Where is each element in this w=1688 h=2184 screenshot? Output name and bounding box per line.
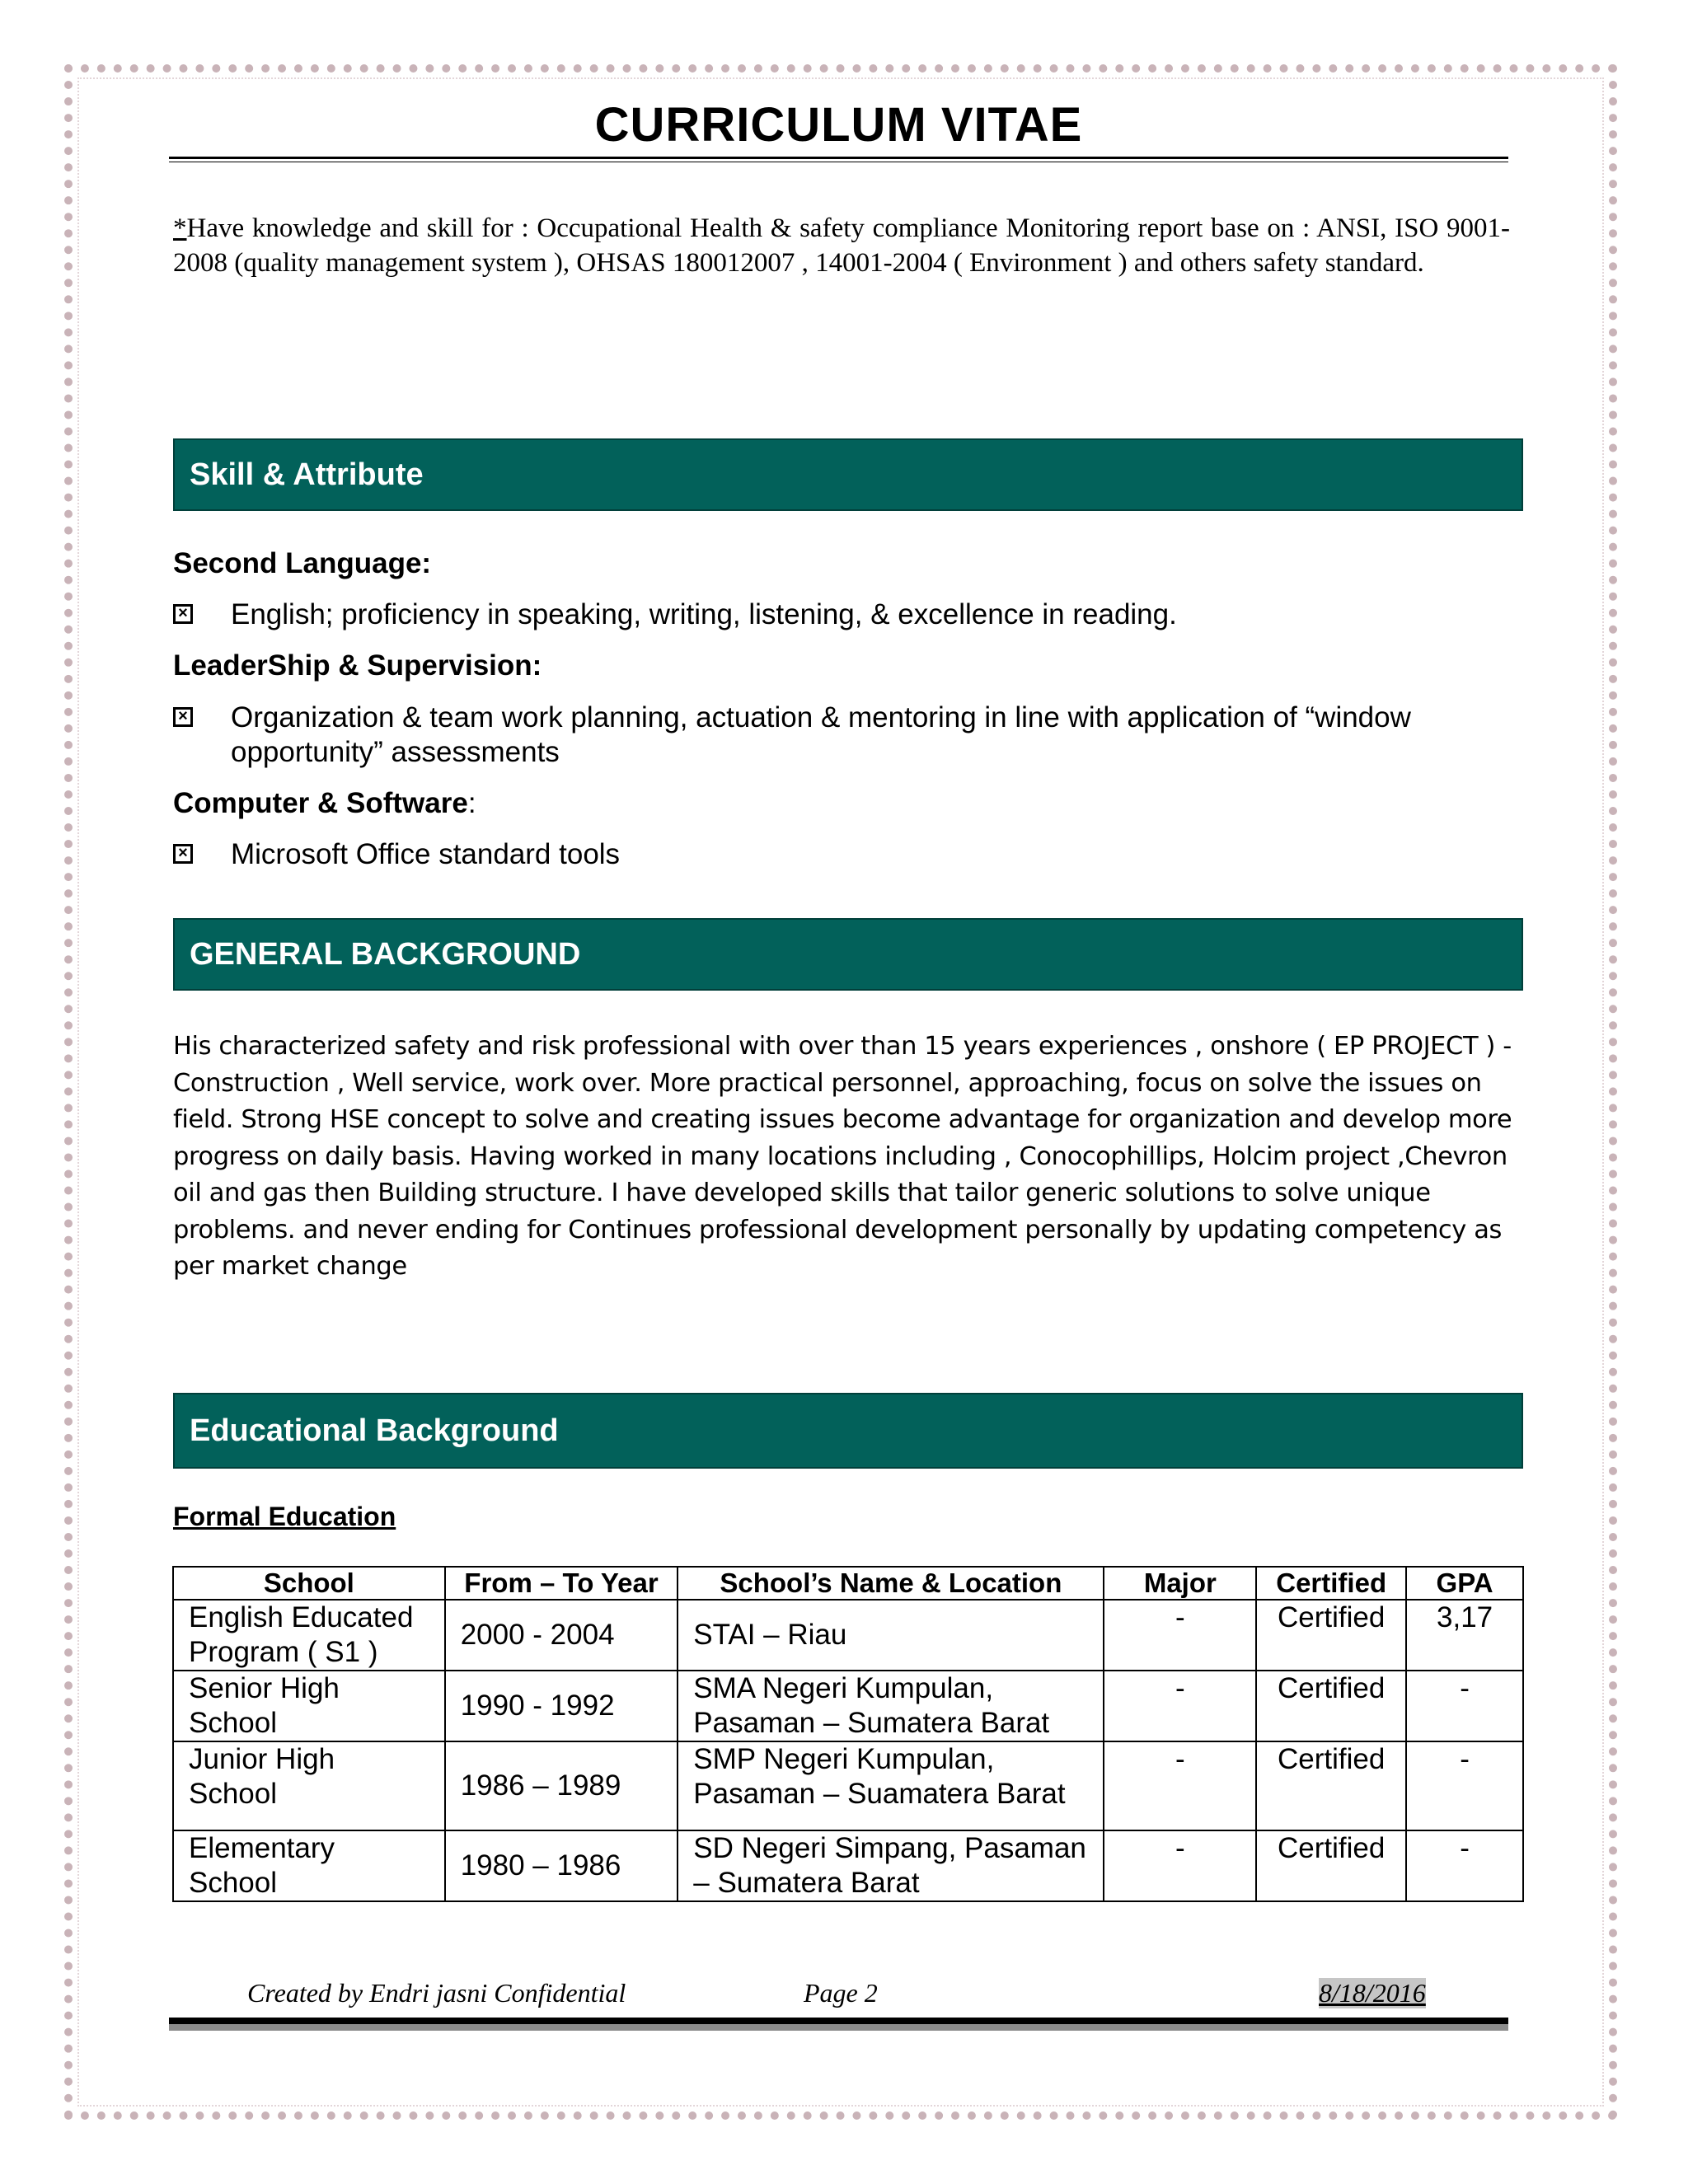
general-background-paragraph: His characterized safety and risk professional with over than 15 years experiences , onshore ( EP PROJECT ) - Construction , Well service, work over. More practical personnel, approaching, focus on solve the issues on field. Strong HSE concept to solve and creating issues become advantage for organization and develop more progress on daily basis. Having worked in many locations including , Conocophillips, Holcim project ,Chevron oil and gas then Building structure. I have developed skills that tailor generic solutions to solve unique problems. and never ending for Continues professional development personally by updating competency as per market change	[173, 1032, 1512, 1281]
cell-school: English Educated Program ( S1 )	[173, 1600, 445, 1671]
cell-name-location: SD Negeri Simpang, Pasaman – Sumatera Barat	[678, 1830, 1104, 1901]
intro-text: Have knowledge and skill for : Occupational Health & safety compliance Monitoring report base on : ANSI, ISO 9001- 2008 (quality management system ), OHSAS 180012007 , 14001-2004 ( Environment ) and others safety standard.	[173, 213, 1510, 278]
cell-certified: Certified	[1256, 1741, 1406, 1830]
cell-school: Senior High School	[173, 1671, 445, 1741]
cell-certified: Certified	[1256, 1671, 1406, 1741]
cell-certified: Certified	[1256, 1830, 1406, 1901]
col-header-years: From – To Year	[445, 1567, 678, 1600]
checkbox-x-icon: ×	[173, 844, 193, 864]
title-rule-thick	[169, 157, 1508, 159]
table-row	[173, 1830, 1523, 1901]
col-header-gpa: GPA	[1406, 1567, 1523, 1600]
list-item-text: Organization & team work planning, actuation & mentoring in line with application of “window opportunity” assessments	[231, 701, 1411, 768]
table-row	[173, 1600, 1523, 1671]
footer-created-by: Created by Endri jasni Confidential	[247, 1978, 626, 2008]
cell-name-location: STAI – Riau	[678, 1600, 1104, 1671]
cell-years: 2000 - 2004	[445, 1600, 678, 1671]
education-table	[172, 1566, 1524, 1902]
cell-school: Junior High School	[173, 1741, 445, 1830]
section-educational-background: Educational Background	[173, 1393, 1523, 1469]
footer-rule-gray	[169, 2024, 1508, 2031]
checkbox-x-icon: ×	[173, 604, 193, 624]
col-header-name-location: School’s Name & Location	[678, 1567, 1104, 1600]
cell-school: Elementary School	[173, 1830, 445, 1901]
cell-major: -	[1104, 1830, 1256, 1901]
cell-gpa: -	[1406, 1741, 1523, 1830]
cell-gpa: 3,17	[1406, 1600, 1523, 1671]
col-header-certified: Certified	[1256, 1567, 1406, 1600]
list-item-text: English; proficiency in speaking, writing, listening, & excellence in reading.	[231, 598, 1177, 630]
cell-major: -	[1104, 1671, 1256, 1741]
skill-group-leadership-title: LeaderShip & Supervision:	[173, 649, 542, 682]
intro-paragraph	[173, 211, 1510, 280]
table-row	[173, 1671, 1523, 1741]
page-title: CURRICULUM VITAE	[594, 98, 1083, 152]
formal-education-label: Formal Education	[173, 1502, 396, 1531]
cell-years: 1986 – 1989	[445, 1741, 678, 1830]
cell-name-location: SMP Negeri Kumpulan, Pasaman – Suamatera Barat	[678, 1741, 1104, 1830]
table-header-row	[173, 1567, 1523, 1600]
col-header-major: Major	[1104, 1567, 1256, 1600]
section-general-background: GENERAL BACKGROUND	[173, 918, 1523, 991]
footer-page-number: Page 2	[804, 1978, 878, 2008]
cell-major: -	[1104, 1600, 1256, 1671]
cell-years: 1990 - 1992	[445, 1671, 678, 1741]
checkbox-x-icon: ×	[173, 707, 193, 727]
col-header-school: School	[173, 1567, 445, 1600]
skill-group-computer-title: Computer & Software:	[173, 787, 476, 819]
footer-date: 8/18/2016	[1319, 1978, 1426, 2008]
section-skill-attribute: Skill & Attribute	[173, 438, 1523, 511]
cell-major: -	[1104, 1741, 1256, 1830]
cell-gpa: -	[1406, 1671, 1523, 1741]
footer-rule-dark	[169, 2018, 1508, 2024]
cell-gpa: -	[1406, 1830, 1523, 1901]
cell-years: 1980 – 1986	[445, 1830, 678, 1901]
intro-star: *	[173, 213, 187, 243]
cell-name-location: SMA Negeri Kumpulan, Pasaman – Sumatera Barat	[678, 1671, 1104, 1741]
cell-certified: Certified	[1256, 1600, 1406, 1671]
skill-group-language-title: Second Language:	[173, 547, 432, 579]
list-item-text: Microsoft Office standard tools	[231, 838, 621, 870]
table-row	[173, 1741, 1523, 1830]
